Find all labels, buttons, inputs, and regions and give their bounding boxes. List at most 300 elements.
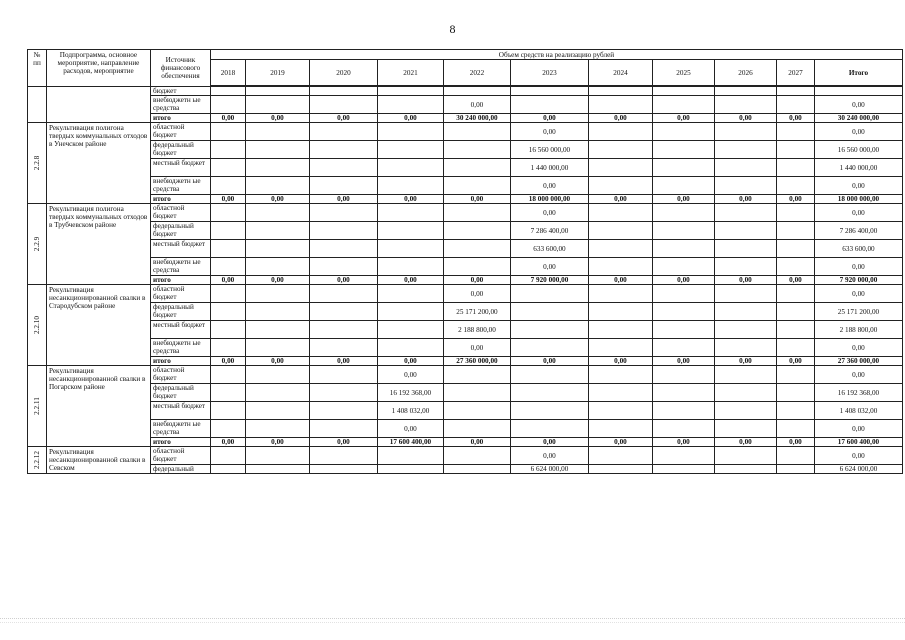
value-cell: 0,00 (814, 447, 902, 465)
item-code: 2.2.12 (32, 451, 41, 469)
value-cell (443, 366, 510, 384)
value-cell (210, 447, 245, 465)
table-row (28, 402, 903, 420)
value-cell: 7 920 000,00 (510, 276, 588, 285)
value-cell (714, 87, 776, 96)
value-cell: 0,00 (510, 204, 588, 222)
value-cell: 0,00 (377, 357, 443, 366)
value-cell: 1 408 032,00 (814, 402, 902, 420)
source-cell: итого (150, 276, 210, 285)
value-cell (510, 87, 588, 96)
value-cell (776, 402, 814, 420)
value-cell: 0,00 (588, 276, 652, 285)
value-cell (714, 339, 776, 357)
value-cell (245, 285, 309, 303)
table-row (28, 204, 903, 222)
source-cell: итого (150, 114, 210, 123)
value-cell (588, 204, 652, 222)
value-cell (714, 177, 776, 195)
value-cell: 633 600,00 (814, 240, 902, 258)
value-cell (245, 420, 309, 438)
value-cell: 0,00 (776, 114, 814, 123)
value-cell (309, 285, 377, 303)
value-cell (245, 87, 309, 96)
value-cell: 0,00 (245, 195, 309, 204)
value-cell (652, 87, 714, 96)
header-year: 2019 (245, 60, 309, 86)
source-cell: областной бюджет (150, 123, 210, 141)
value-cell (210, 240, 245, 258)
item-name: Рекультивация полигона твердых коммунальных отходов в Унечском районе (46, 123, 150, 204)
value-cell: 0,00 (377, 366, 443, 384)
header-year: 2024 (588, 60, 652, 86)
value-cell (588, 159, 652, 177)
value-cell (210, 339, 245, 357)
header-name: Подпрограмма, основное мероприятие, направление расходов, мероприятие (46, 50, 150, 87)
value-cell: 0,00 (245, 276, 309, 285)
table-row (28, 177, 903, 195)
value-cell (245, 123, 309, 141)
table-row (28, 321, 903, 339)
value-cell: 0,00 (377, 420, 443, 438)
value-cell: 0,00 (714, 438, 776, 447)
value-cell (309, 465, 377, 474)
value-cell (210, 204, 245, 222)
value-cell (652, 204, 714, 222)
value-cell: 0,00 (510, 258, 588, 276)
value-cell (210, 87, 245, 96)
value-cell: 0,00 (714, 195, 776, 204)
value-cell: 0,00 (714, 114, 776, 123)
value-cell (588, 240, 652, 258)
value-cell (245, 222, 309, 240)
value-cell (377, 465, 443, 474)
value-cell (510, 303, 588, 321)
value-cell (776, 87, 814, 96)
value-cell (588, 141, 652, 159)
value-cell: 0,00 (210, 114, 245, 123)
header-number: № пп (28, 50, 47, 87)
value-cell: 0,00 (588, 438, 652, 447)
value-cell: 0,00 (814, 366, 902, 384)
value-cell (245, 96, 309, 114)
value-cell (652, 420, 714, 438)
value-cell: 0,00 (652, 276, 714, 285)
value-cell (776, 159, 814, 177)
value-cell (377, 321, 443, 339)
header-volume: Объем средств на реализацию рублей (210, 50, 902, 60)
source-cell: местный бюджет (150, 321, 210, 339)
value-cell (652, 465, 714, 474)
value-cell: 0,00 (814, 123, 902, 141)
value-cell (210, 285, 245, 303)
value-cell: 6 624 000,00 (510, 465, 588, 474)
value-cell: 0,00 (210, 276, 245, 285)
value-cell (309, 366, 377, 384)
total-row (28, 114, 903, 123)
value-cell (652, 303, 714, 321)
header-source: Источник финансового обеспечения (150, 50, 210, 87)
value-cell (377, 96, 443, 114)
value-cell (309, 339, 377, 357)
value-cell (588, 177, 652, 195)
continuation-number (28, 87, 47, 123)
value-cell (510, 321, 588, 339)
value-cell (652, 159, 714, 177)
source-cell: местный бюджет (150, 159, 210, 177)
value-cell (652, 123, 714, 141)
value-cell (652, 366, 714, 384)
value-cell (309, 87, 377, 96)
value-cell: 0,00 (814, 204, 902, 222)
value-cell (714, 303, 776, 321)
value-cell: 0,00 (588, 195, 652, 204)
value-cell: 18 000 000,00 (510, 195, 588, 204)
value-cell: 2 188 800,00 (443, 321, 510, 339)
value-cell (588, 321, 652, 339)
value-cell: 633 600,00 (510, 240, 588, 258)
value-cell: 0,00 (588, 357, 652, 366)
item-code: 2.2.9 (32, 236, 41, 252)
value-cell (588, 303, 652, 321)
value-cell (588, 447, 652, 465)
table-body (28, 87, 903, 474)
value-cell (245, 339, 309, 357)
source-cell: внебюджетн ые средства (150, 339, 210, 357)
value-cell (309, 420, 377, 438)
value-cell (309, 240, 377, 258)
value-cell (652, 285, 714, 303)
value-cell (245, 384, 309, 402)
value-cell (776, 141, 814, 159)
value-cell (245, 402, 309, 420)
value-cell (652, 258, 714, 276)
value-cell (652, 402, 714, 420)
value-cell (210, 420, 245, 438)
value-cell: 0,00 (443, 276, 510, 285)
value-cell (776, 339, 814, 357)
value-cell: 0,00 (776, 357, 814, 366)
value-cell (776, 384, 814, 402)
source-cell: внебюджетн ые средства (150, 96, 210, 114)
item-name: Рекультивация несанкционированной свалки в Погарском районе (46, 366, 150, 447)
value-cell (714, 141, 776, 159)
value-cell (652, 447, 714, 465)
value-cell (588, 87, 652, 96)
value-cell: 30 240 000,00 (443, 114, 510, 123)
value-cell: 0,00 (510, 114, 588, 123)
value-cell (210, 123, 245, 141)
value-cell: 0,00 (714, 357, 776, 366)
value-cell (510, 420, 588, 438)
header-year: Итого (814, 60, 902, 86)
source-cell: областной бюджет (150, 447, 210, 465)
value-cell (652, 222, 714, 240)
value-cell (210, 366, 245, 384)
value-cell (776, 240, 814, 258)
value-cell: 1 408 032,00 (377, 402, 443, 420)
value-cell: 0,00 (443, 339, 510, 357)
value-cell (377, 258, 443, 276)
value-cell (309, 384, 377, 402)
value-cell (443, 447, 510, 465)
value-cell: 0,00 (377, 114, 443, 123)
value-cell (377, 159, 443, 177)
table-row (28, 339, 903, 357)
source-cell: федеральный бюджет (150, 303, 210, 321)
value-cell: 7 286 400,00 (510, 222, 588, 240)
table-row (28, 384, 903, 402)
value-cell (309, 159, 377, 177)
value-cell (776, 303, 814, 321)
value-cell (309, 96, 377, 114)
value-cell (443, 222, 510, 240)
value-cell: 18 000 000,00 (814, 195, 902, 204)
value-cell (714, 123, 776, 141)
value-cell (652, 240, 714, 258)
header-year: 2023 (510, 60, 588, 86)
value-cell (714, 258, 776, 276)
value-cell: 27 360 000,00 (814, 357, 902, 366)
value-cell (510, 384, 588, 402)
item-code: 2.2.11 (32, 397, 41, 415)
header-year: 2026 (714, 60, 776, 86)
value-cell (377, 141, 443, 159)
header-year: 2022 (443, 60, 510, 86)
source-cell: внебюджетн ые средства (150, 177, 210, 195)
value-cell: 0,00 (443, 96, 510, 114)
table-header (28, 50, 903, 87)
value-cell: 0,00 (377, 276, 443, 285)
total-row (28, 195, 903, 204)
item-number (28, 204, 47, 285)
value-cell (652, 96, 714, 114)
value-cell (309, 447, 377, 465)
value-cell (210, 465, 245, 474)
value-cell (443, 177, 510, 195)
value-cell (210, 177, 245, 195)
value-cell (245, 159, 309, 177)
source-cell: местный бюджет (150, 240, 210, 258)
table-row (28, 222, 903, 240)
value-cell (776, 222, 814, 240)
value-cell (588, 384, 652, 402)
value-cell: 0,00 (814, 258, 902, 276)
value-cell: 1 440 000,00 (510, 159, 588, 177)
source-cell: областной бюджет (150, 366, 210, 384)
value-cell (443, 258, 510, 276)
value-cell: 0,00 (309, 114, 377, 123)
value-cell (588, 465, 652, 474)
value-cell (714, 384, 776, 402)
source-cell: бюджет (150, 87, 210, 96)
value-cell (714, 420, 776, 438)
value-cell: 0,00 (245, 357, 309, 366)
budget-table (27, 49, 903, 474)
value-cell (443, 123, 510, 141)
value-cell: 25 171 200,00 (814, 303, 902, 321)
value-cell (377, 240, 443, 258)
value-cell (714, 204, 776, 222)
value-cell (588, 123, 652, 141)
value-cell (210, 303, 245, 321)
value-cell: 0,00 (510, 438, 588, 447)
value-cell: 0,00 (309, 195, 377, 204)
value-cell (210, 321, 245, 339)
value-cell (309, 204, 377, 222)
value-cell: 7 920 000,00 (814, 276, 902, 285)
value-cell (210, 222, 245, 240)
value-cell (714, 447, 776, 465)
value-cell (245, 366, 309, 384)
page-number: 8 (449, 22, 456, 36)
value-cell: 0,00 (245, 438, 309, 447)
total-row (28, 276, 903, 285)
value-cell: 0,00 (652, 438, 714, 447)
value-cell: 2 188 800,00 (814, 321, 902, 339)
value-cell (443, 402, 510, 420)
header-year: 2027 (776, 60, 814, 86)
item-code: 2.2.8 (32, 155, 41, 171)
value-cell (443, 240, 510, 258)
value-cell (776, 447, 814, 465)
value-cell (210, 141, 245, 159)
table-row (28, 258, 903, 276)
value-cell (776, 123, 814, 141)
item-number (28, 123, 47, 204)
value-cell (210, 402, 245, 420)
value-cell: 0,00 (814, 339, 902, 357)
value-cell (443, 141, 510, 159)
value-cell (245, 447, 309, 465)
value-cell: 0,00 (776, 195, 814, 204)
value-cell (245, 177, 309, 195)
item-number (28, 366, 47, 447)
value-cell (510, 285, 588, 303)
value-cell (245, 321, 309, 339)
value-cell (309, 177, 377, 195)
value-cell (377, 222, 443, 240)
value-cell: 0,00 (814, 96, 902, 114)
value-cell: 25 171 200,00 (443, 303, 510, 321)
value-cell: 0,00 (588, 114, 652, 123)
value-cell: 0,00 (510, 447, 588, 465)
value-cell (377, 285, 443, 303)
source-cell: федеральный бюджет (150, 222, 210, 240)
table-row (28, 447, 903, 465)
item-name: Рекультивация несанкционированной свалки в Стародубском районе (46, 285, 150, 366)
value-cell: 0,00 (510, 123, 588, 141)
source-cell: местный бюджет (150, 402, 210, 420)
continuation-name (46, 87, 150, 123)
value-cell: 0,00 (652, 195, 714, 204)
source-cell: итого (150, 195, 210, 204)
value-cell (652, 177, 714, 195)
value-cell (377, 339, 443, 357)
value-cell (714, 222, 776, 240)
value-cell: 16 192 368,00 (814, 384, 902, 402)
value-cell (377, 177, 443, 195)
value-cell: 7 286 400,00 (814, 222, 902, 240)
value-cell (588, 258, 652, 276)
value-cell (510, 366, 588, 384)
value-cell (714, 321, 776, 339)
value-cell (776, 420, 814, 438)
table-row (28, 420, 903, 438)
table-row (28, 123, 903, 141)
header-year: 2018 (210, 60, 245, 86)
scan-edge-noise (0, 618, 905, 623)
value-cell (245, 465, 309, 474)
value-cell: 0,00 (309, 276, 377, 285)
value-cell (443, 420, 510, 438)
value-cell (377, 123, 443, 141)
value-cell (210, 384, 245, 402)
value-cell (714, 240, 776, 258)
value-cell (652, 321, 714, 339)
value-cell (245, 303, 309, 321)
value-cell: 16 192 368,00 (377, 384, 443, 402)
value-cell (714, 402, 776, 420)
value-cell: 0,00 (245, 114, 309, 123)
value-cell (510, 402, 588, 420)
value-cell (714, 285, 776, 303)
item-name: Рекультивация несанкционированной свалки в Севском (46, 447, 150, 474)
value-cell (245, 240, 309, 258)
item-number (28, 447, 47, 474)
value-cell (714, 159, 776, 177)
source-cell: федеральный бюджет (150, 384, 210, 402)
value-cell (652, 339, 714, 357)
value-cell (245, 141, 309, 159)
value-cell: 0,00 (443, 285, 510, 303)
value-cell (776, 204, 814, 222)
value-cell: 27 360 000,00 (443, 357, 510, 366)
table-row (28, 159, 903, 177)
source-cell: внебюджетн ые средства (150, 258, 210, 276)
value-cell (588, 366, 652, 384)
value-cell (443, 159, 510, 177)
value-cell: 0,00 (443, 438, 510, 447)
value-cell (443, 384, 510, 402)
source-cell: итого (150, 357, 210, 366)
value-cell: 0,00 (377, 195, 443, 204)
value-cell: 0,00 (814, 177, 902, 195)
value-cell: 0,00 (309, 357, 377, 366)
value-cell (510, 96, 588, 114)
value-cell (210, 258, 245, 276)
value-cell (309, 123, 377, 141)
value-cell: 30 240 000,00 (814, 114, 902, 123)
value-cell (443, 465, 510, 474)
header-year: 2020 (309, 60, 377, 86)
source-cell: федеральный бюджет (150, 141, 210, 159)
source-cell: областной бюджет (150, 204, 210, 222)
value-cell (776, 321, 814, 339)
value-cell: 1 440 000,00 (814, 159, 902, 177)
value-cell (776, 96, 814, 114)
table-row (28, 87, 903, 96)
value-cell: 6 624 000,00 (814, 465, 902, 474)
value-cell (714, 366, 776, 384)
value-cell (776, 177, 814, 195)
value-cell (309, 402, 377, 420)
value-cell (210, 159, 245, 177)
value-cell: 0,00 (814, 285, 902, 303)
value-cell: 0,00 (309, 438, 377, 447)
value-cell (377, 87, 443, 96)
value-cell (309, 222, 377, 240)
